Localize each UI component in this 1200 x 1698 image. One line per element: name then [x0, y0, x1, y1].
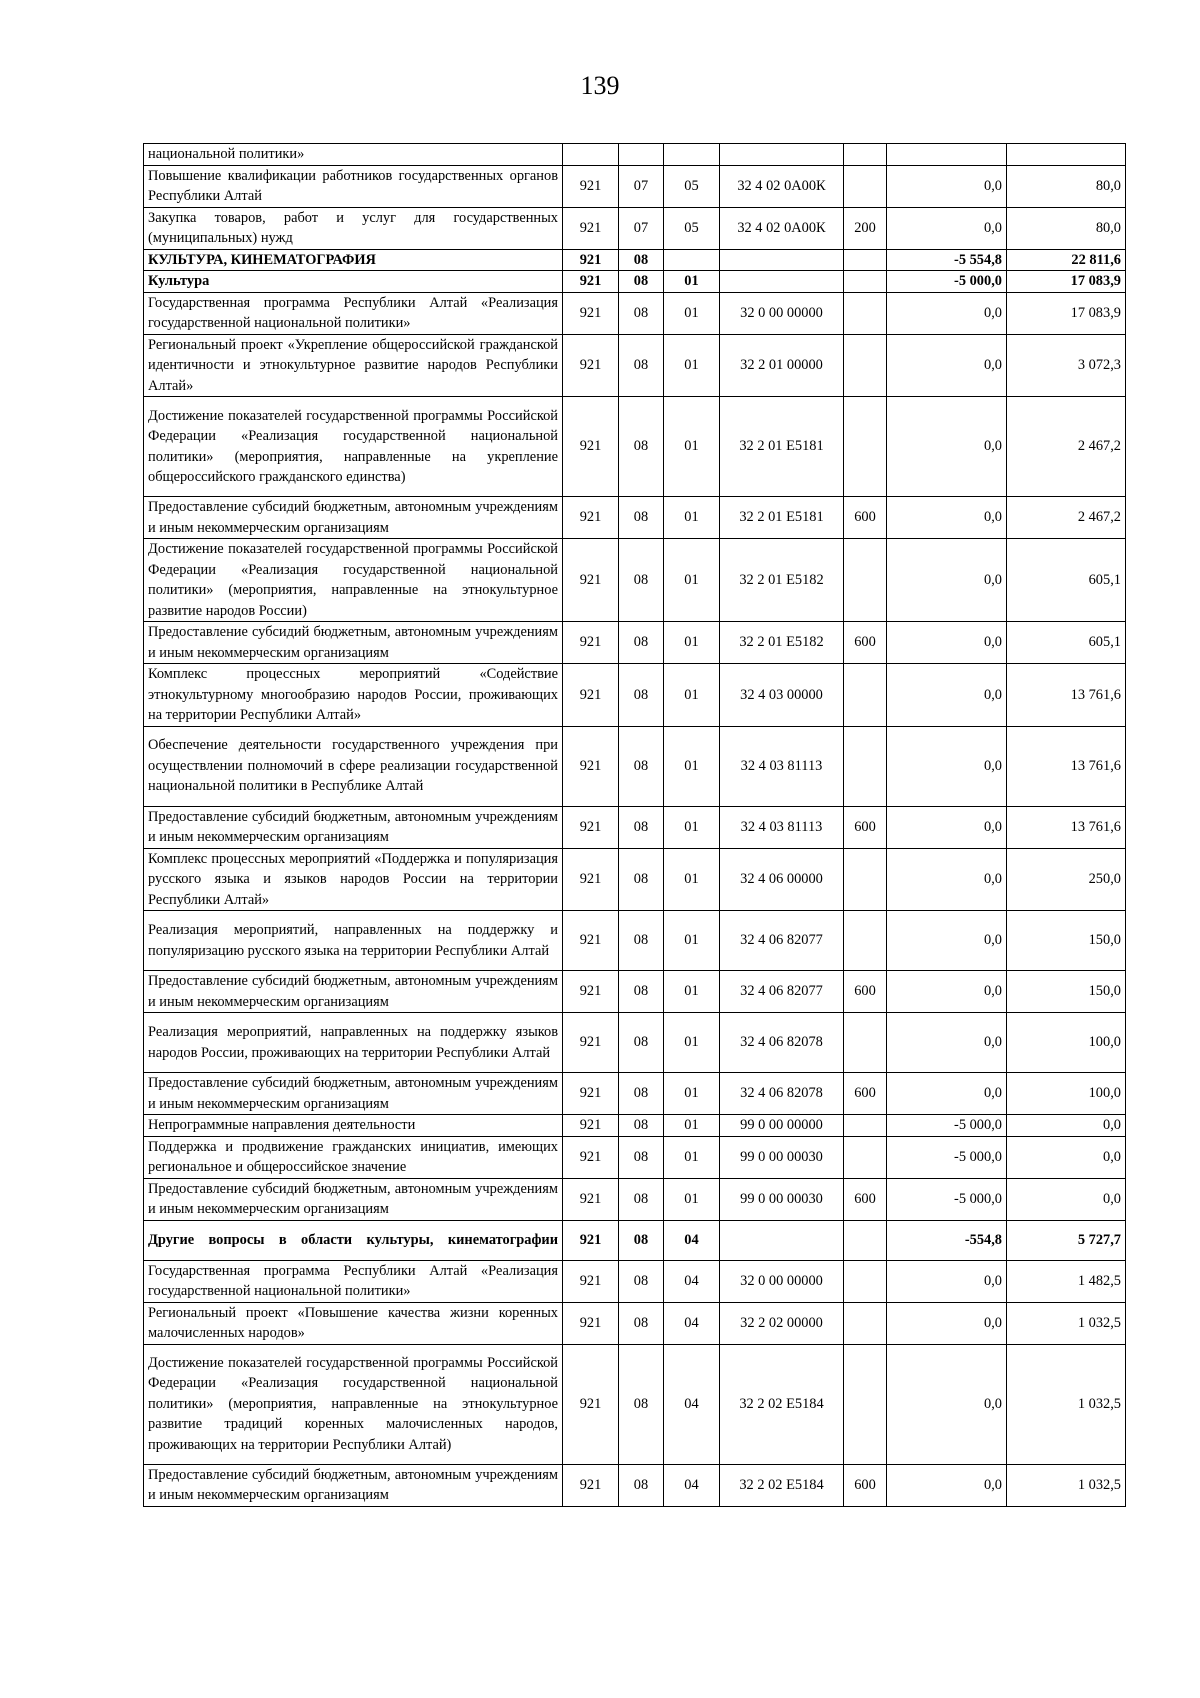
change-amount-cell: -5 000,0	[887, 1178, 1007, 1220]
target-article-cell: 32 4 06 82077	[720, 911, 844, 971]
section-cell: 08	[619, 1178, 664, 1220]
item-name-cell: Предоставление субсидий бюджетным, автономным учреждениям и иным некоммерческим организациям	[144, 622, 563, 664]
expense-type-cell	[844, 911, 887, 971]
expense-type-cell	[844, 1220, 887, 1260]
ministry-code-cell: 921	[563, 911, 619, 971]
expense-type-cell: 600	[844, 1178, 887, 1220]
change-amount-cell: -5 554,8	[887, 249, 1007, 271]
item-name-cell: Непрограммные направления деятельности	[144, 1115, 563, 1137]
expense-type-cell	[844, 1260, 887, 1302]
section-cell	[619, 144, 664, 166]
ministry-code-cell: 921	[563, 397, 619, 497]
expense-type-cell	[844, 1013, 887, 1073]
ministry-code-cell: 921	[563, 1136, 619, 1178]
total-amount-cell: 150,0	[1007, 911, 1126, 971]
target-article-cell: 32 2 02 Е5184	[720, 1464, 844, 1506]
expense-type-cell	[844, 165, 887, 207]
target-article-cell	[720, 271, 844, 293]
table-row	[144, 497, 1126, 539]
change-amount-cell: 0,0	[887, 1073, 1007, 1115]
item-name-cell: Достижение показателей государственной программы Российской Федерации «Реализация государственной национальной политики» (мероприятия, направленные на укрепление общероссийского гражданского единства)	[144, 397, 563, 497]
ministry-code-cell: 921	[563, 806, 619, 848]
item-name-cell: Предоставление субсидий бюджетным, автономным учреждениям и иным некоммерческим организациям	[144, 497, 563, 539]
subsection-cell: 05	[664, 165, 720, 207]
change-amount-cell: 0,0	[887, 207, 1007, 249]
target-article-cell: 32 2 01 00000	[720, 334, 844, 397]
table-row	[144, 1013, 1126, 1073]
expense-type-cell	[844, 144, 887, 166]
table-row	[144, 971, 1126, 1013]
target-article-cell: 99 0 00 00030	[720, 1178, 844, 1220]
change-amount-cell: 0,0	[887, 1302, 1007, 1344]
subsection-cell: 01	[664, 664, 720, 727]
total-amount-cell: 1 032,5	[1007, 1344, 1126, 1464]
subsection-cell: 01	[664, 292, 720, 334]
item-name-cell: Достижение показателей государственной программы Российской Федерации «Реализация государственной национальной политики» (мероприятия, направленные на этнокультурное развитие традиций коренных малочисленных народов, проживающих на территории Республики Алтай)	[144, 1344, 563, 1464]
table-row	[144, 1344, 1126, 1464]
expense-type-cell: 200	[844, 207, 887, 249]
section-cell: 08	[619, 1073, 664, 1115]
total-amount-cell: 2 467,2	[1007, 497, 1126, 539]
total-amount-cell: 80,0	[1007, 207, 1126, 249]
target-article-cell: 32 4 06 82078	[720, 1013, 844, 1073]
table-row	[144, 1115, 1126, 1137]
target-article-cell: 99 0 00 00030	[720, 1136, 844, 1178]
table-row	[144, 806, 1126, 848]
change-amount-cell: 0,0	[887, 292, 1007, 334]
total-amount-cell: 605,1	[1007, 622, 1126, 664]
ministry-code-cell: 921	[563, 1073, 619, 1115]
change-amount-cell	[887, 144, 1007, 166]
subsection-cell: 04	[664, 1220, 720, 1260]
total-amount-cell: 0,0	[1007, 1136, 1126, 1178]
section-cell: 08	[619, 726, 664, 806]
subsection-cell: 01	[664, 1073, 720, 1115]
target-article-cell: 32 0 00 00000	[720, 1260, 844, 1302]
ministry-code-cell: 921	[563, 848, 619, 911]
subsection-cell: 01	[664, 726, 720, 806]
total-amount-cell: 13 761,6	[1007, 664, 1126, 727]
table-row	[144, 848, 1126, 911]
change-amount-cell: 0,0	[887, 664, 1007, 727]
change-amount-cell: -5 000,0	[887, 1115, 1007, 1137]
target-article-cell	[720, 249, 844, 271]
ministry-code-cell: 921	[563, 726, 619, 806]
item-name-cell: КУЛЬТУРА, КИНЕМАТОГРАФИЯ	[144, 249, 563, 271]
change-amount-cell: 0,0	[887, 165, 1007, 207]
ministry-code-cell: 921	[563, 1302, 619, 1344]
ministry-code-cell: 921	[563, 1178, 619, 1220]
expense-type-cell	[844, 249, 887, 271]
change-amount-cell: 0,0	[887, 539, 1007, 622]
section-cell: 08	[619, 397, 664, 497]
section-cell: 08	[619, 334, 664, 397]
total-amount-cell: 13 761,6	[1007, 806, 1126, 848]
expense-type-cell: 600	[844, 622, 887, 664]
page-number: 139	[580, 71, 620, 100]
section-cell: 08	[619, 292, 664, 334]
target-article-cell: 32 2 01 Е5182	[720, 539, 844, 622]
table-row	[144, 334, 1126, 397]
ministry-code-cell: 921	[563, 334, 619, 397]
section-cell: 08	[619, 848, 664, 911]
subsection-cell: 01	[664, 1115, 720, 1137]
ministry-code-cell: 921	[563, 165, 619, 207]
expense-type-cell	[844, 664, 887, 727]
target-article-cell: 32 2 01 Е5181	[720, 497, 844, 539]
change-amount-cell: 0,0	[887, 497, 1007, 539]
table-row	[144, 664, 1126, 727]
change-amount-cell: 0,0	[887, 334, 1007, 397]
table-row	[144, 1464, 1126, 1506]
expense-type-cell	[844, 726, 887, 806]
target-article-cell: 32 4 03 00000	[720, 664, 844, 727]
section-cell: 08	[619, 1464, 664, 1506]
expense-type-cell	[844, 1344, 887, 1464]
expense-type-cell	[844, 397, 887, 497]
ministry-code-cell: 921	[563, 1464, 619, 1506]
change-amount-cell: -5 000,0	[887, 1136, 1007, 1178]
target-article-cell: 32 2 02 00000	[720, 1302, 844, 1344]
change-amount-cell: 0,0	[887, 971, 1007, 1013]
budget-table	[143, 143, 1126, 1507]
total-amount-cell: 22 811,6	[1007, 249, 1126, 271]
item-name-cell: Обеспечение деятельности государственного учреждения при осуществлении полномочий в сфере реализации государственной национальной политики в Республике Алтай	[144, 726, 563, 806]
ministry-code-cell	[563, 144, 619, 166]
item-name-cell: Предоставление субсидий бюджетным, автономным учреждениям и иным некоммерческим организациям	[144, 1178, 563, 1220]
subsection-cell: 01	[664, 622, 720, 664]
change-amount-cell: 0,0	[887, 726, 1007, 806]
subsection-cell: 04	[664, 1344, 720, 1464]
section-cell: 08	[619, 622, 664, 664]
ministry-code-cell: 921	[563, 271, 619, 293]
target-article-cell: 32 4 02 0А00К	[720, 207, 844, 249]
section-cell: 08	[619, 1136, 664, 1178]
total-amount-cell: 17 083,9	[1007, 292, 1126, 334]
section-cell: 08	[619, 497, 664, 539]
total-amount-cell: 100,0	[1007, 1073, 1126, 1115]
item-name-cell: Комплекс процессных мероприятий «Содействие этнокультурному многообразию народов России, проживающих на территории Республики Алтай»	[144, 664, 563, 727]
total-amount-cell: 1 482,5	[1007, 1260, 1126, 1302]
table-row	[144, 292, 1126, 334]
item-name-cell: Реализация мероприятий, направленных на поддержку и популяризацию русского языка на территории Республики Алтай	[144, 911, 563, 971]
item-name-cell: Повышение квалификации работников государственных органов Республики Алтай	[144, 165, 563, 207]
target-article-cell: 32 4 03 81113	[720, 726, 844, 806]
total-amount-cell: 605,1	[1007, 539, 1126, 622]
ministry-code-cell: 921	[563, 1344, 619, 1464]
total-amount-cell: 1 032,5	[1007, 1302, 1126, 1344]
target-article-cell: 32 4 02 0А00К	[720, 165, 844, 207]
item-name-cell: Региональный проект «Укрепление общероссийской гражданской идентичности и этнокультурное развитие народов Республики Алтай»	[144, 334, 563, 397]
item-name-cell: Поддержка и продвижение гражданских инициатив, имеющих региональное и общероссийское значение	[144, 1136, 563, 1178]
ministry-code-cell: 921	[563, 1260, 619, 1302]
total-amount-cell: 1 032,5	[1007, 1464, 1126, 1506]
target-article-cell	[720, 144, 844, 166]
change-amount-cell: -554,8	[887, 1220, 1007, 1260]
total-amount-cell: 3 072,3	[1007, 334, 1126, 397]
ministry-code-cell: 921	[563, 1013, 619, 1073]
subsection-cell: 01	[664, 806, 720, 848]
subsection-cell: 01	[664, 1013, 720, 1073]
subsection-cell: 01	[664, 271, 720, 293]
subsection-cell: 01	[664, 1178, 720, 1220]
target-article-cell: 32 4 06 82078	[720, 1073, 844, 1115]
section-cell: 08	[619, 1220, 664, 1260]
target-article-cell	[720, 1220, 844, 1260]
item-name-cell: Предоставление субсидий бюджетным, автономным учреждениям и иным некоммерческим организациям	[144, 971, 563, 1013]
expense-type-cell	[844, 1136, 887, 1178]
total-amount-cell: 150,0	[1007, 971, 1126, 1013]
item-name-cell: Реализация мероприятий, направленных на поддержку языков народов России, проживающих на территории Республики Алтай	[144, 1013, 563, 1073]
target-article-cell: 32 2 01 Е5182	[720, 622, 844, 664]
subsection-cell: 04	[664, 1464, 720, 1506]
total-amount-cell: 250,0	[1007, 848, 1126, 911]
table-row	[144, 726, 1126, 806]
section-cell: 07	[619, 207, 664, 249]
section-cell: 08	[619, 664, 664, 727]
change-amount-cell: 0,0	[887, 622, 1007, 664]
section-cell: 08	[619, 806, 664, 848]
table-row	[144, 1260, 1126, 1302]
ministry-code-cell: 921	[563, 1220, 619, 1260]
ministry-code-cell: 921	[563, 497, 619, 539]
total-amount-cell	[1007, 144, 1126, 166]
ministry-code-cell: 921	[563, 539, 619, 622]
table-row	[144, 1136, 1126, 1178]
subsection-cell: 01	[664, 848, 720, 911]
subsection-cell: 01	[664, 334, 720, 397]
change-amount-cell: 0,0	[887, 911, 1007, 971]
total-amount-cell: 17 083,9	[1007, 271, 1126, 293]
subsection-cell: 01	[664, 497, 720, 539]
total-amount-cell: 0,0	[1007, 1115, 1126, 1137]
section-cell: 08	[619, 271, 664, 293]
item-name-cell: Комплекс процессных мероприятий «Поддержка и популяризация русского языка и языков народов России на территории Республики Алтай»	[144, 848, 563, 911]
change-amount-cell: 0,0	[887, 397, 1007, 497]
total-amount-cell: 5 727,7	[1007, 1220, 1126, 1260]
total-amount-cell: 100,0	[1007, 1013, 1126, 1073]
item-name-cell: Предоставление субсидий бюджетным, автономным учреждениям и иным некоммерческим организациям	[144, 1073, 563, 1115]
item-name-cell: Другие вопросы в области культуры, кинематографии	[144, 1220, 563, 1260]
subsection-cell: 01	[664, 1136, 720, 1178]
expense-type-cell	[844, 1302, 887, 1344]
item-name-cell: Предоставление субсидий бюджетным, автономным учреждениям и иным некоммерческим организациям	[144, 806, 563, 848]
ministry-code-cell: 921	[563, 292, 619, 334]
change-amount-cell: 0,0	[887, 806, 1007, 848]
expense-type-cell	[844, 848, 887, 911]
subsection-cell: 01	[664, 911, 720, 971]
expense-type-cell: 600	[844, 971, 887, 1013]
expense-type-cell: 600	[844, 1073, 887, 1115]
table-row	[144, 271, 1126, 293]
table-row	[144, 144, 1126, 166]
table-row	[144, 1178, 1126, 1220]
change-amount-cell: 0,0	[887, 1013, 1007, 1073]
ministry-code-cell: 921	[563, 622, 619, 664]
item-name-cell: Предоставление субсидий бюджетным, автономным учреждениям и иным некоммерческим организациям	[144, 1464, 563, 1506]
target-article-cell: 32 4 06 00000	[720, 848, 844, 911]
change-amount-cell: 0,0	[887, 1260, 1007, 1302]
ministry-code-cell: 921	[563, 1115, 619, 1137]
section-cell: 08	[619, 911, 664, 971]
budget-table-body	[144, 144, 1126, 1507]
item-name-cell: Закупка товаров, работ и услуг для государственных (муниципальных) нужд	[144, 207, 563, 249]
section-cell: 08	[619, 971, 664, 1013]
target-article-cell: 99 0 00 00000	[720, 1115, 844, 1137]
ministry-code-cell: 921	[563, 971, 619, 1013]
subsection-cell: 04	[664, 1260, 720, 1302]
total-amount-cell: 0,0	[1007, 1178, 1126, 1220]
item-name-cell: Государственная программа Республики Алтай «Реализация государственной национальной политики»	[144, 1260, 563, 1302]
section-cell: 08	[619, 249, 664, 271]
expense-type-cell	[844, 539, 887, 622]
target-article-cell: 32 4 06 82077	[720, 971, 844, 1013]
subsection-cell	[664, 144, 720, 166]
subsection-cell: 05	[664, 207, 720, 249]
target-article-cell: 32 2 01 Е5181	[720, 397, 844, 497]
table-row	[144, 207, 1126, 249]
expense-type-cell	[844, 271, 887, 293]
section-cell: 08	[619, 539, 664, 622]
expense-type-cell	[844, 292, 887, 334]
table-row	[144, 622, 1126, 664]
table-row	[144, 539, 1126, 622]
expense-type-cell: 600	[844, 1464, 887, 1506]
subsection-cell: 01	[664, 397, 720, 497]
table-row	[144, 911, 1126, 971]
item-name-cell: Государственная программа Республики Алтай «Реализация государственной национальной политики»	[144, 292, 563, 334]
expense-type-cell	[844, 1115, 887, 1137]
item-name-cell: Региональный проект «Повышение качества жизни коренных малочисленных народов»	[144, 1302, 563, 1344]
change-amount-cell: 0,0	[887, 1464, 1007, 1506]
table-row	[144, 249, 1126, 271]
section-cell: 08	[619, 1115, 664, 1137]
subsection-cell: 01	[664, 971, 720, 1013]
subsection-cell: 01	[664, 539, 720, 622]
total-amount-cell: 13 761,6	[1007, 726, 1126, 806]
ministry-code-cell: 921	[563, 249, 619, 271]
ministry-code-cell: 921	[563, 207, 619, 249]
item-name-cell: национальной политики»	[144, 144, 563, 166]
change-amount-cell: -5 000,0	[887, 271, 1007, 293]
ministry-code-cell: 921	[563, 664, 619, 727]
change-amount-cell: 0,0	[887, 1344, 1007, 1464]
table-row	[144, 165, 1126, 207]
table-row	[144, 397, 1126, 497]
total-amount-cell: 80,0	[1007, 165, 1126, 207]
section-cell: 07	[619, 165, 664, 207]
expense-type-cell	[844, 334, 887, 397]
table-row	[144, 1073, 1126, 1115]
section-cell: 08	[619, 1260, 664, 1302]
target-article-cell: 32 2 02 Е5184	[720, 1344, 844, 1464]
target-article-cell: 32 4 03 81113	[720, 806, 844, 848]
total-amount-cell: 2 467,2	[1007, 397, 1126, 497]
table-row	[144, 1220, 1126, 1260]
item-name-cell: Культура	[144, 271, 563, 293]
expense-type-cell: 600	[844, 497, 887, 539]
table-row	[144, 1302, 1126, 1344]
item-name-cell: Достижение показателей государственной программы Российской Федерации «Реализация государственной национальной политики» (мероприятия, направленные на этнокультурное развитие народов России)	[144, 539, 563, 622]
expense-type-cell: 600	[844, 806, 887, 848]
section-cell: 08	[619, 1302, 664, 1344]
section-cell: 08	[619, 1013, 664, 1073]
subsection-cell	[664, 249, 720, 271]
section-cell: 08	[619, 1344, 664, 1464]
subsection-cell: 04	[664, 1302, 720, 1344]
change-amount-cell: 0,0	[887, 848, 1007, 911]
target-article-cell: 32 0 00 00000	[720, 292, 844, 334]
